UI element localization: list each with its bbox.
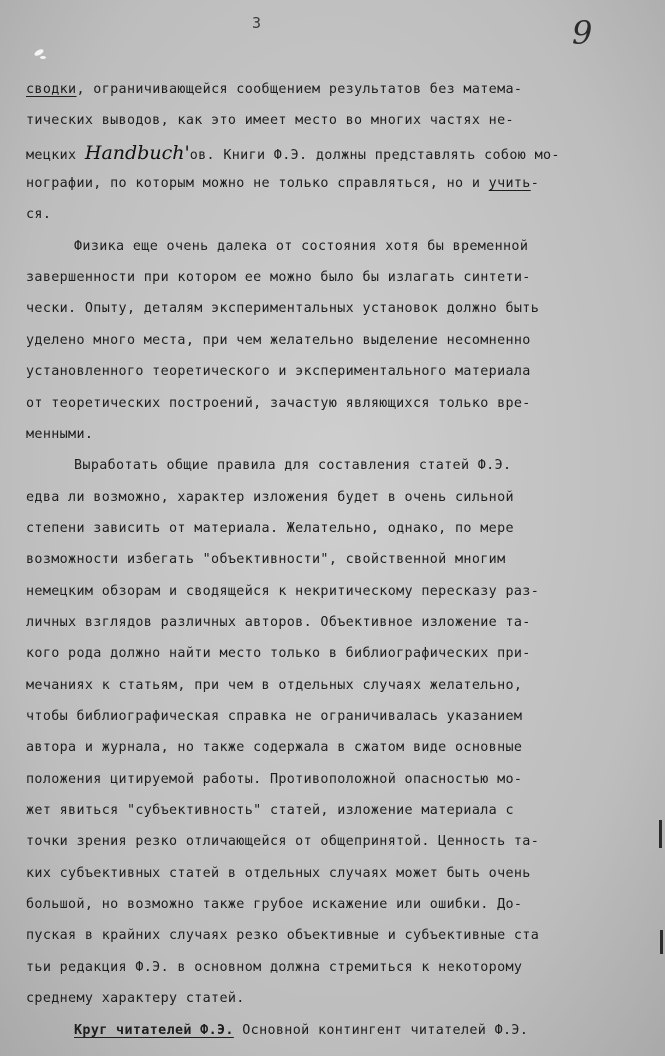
page-edge-mark — [659, 820, 662, 848]
text-segment: тьи редакция Ф.Э. в основном должна стремиться к некоторому — [26, 960, 523, 975]
text-segment: положения цитируемой работы. Противоположной опасностью мо- — [26, 772, 523, 787]
text-line — [26, 734, 522, 762]
text-segment: - — [530, 176, 540, 191]
text-line — [26, 578, 539, 606]
text-segment: возможности избегать "объективности", свойственной многим — [26, 552, 506, 567]
text-line — [26, 327, 531, 355]
text-line — [26, 703, 522, 731]
text-line — [26, 170, 539, 198]
text-line — [74, 1017, 528, 1045]
text-line — [26, 358, 531, 386]
text-segment: Основной контингент читателей Ф.Э. — [233, 1023, 529, 1038]
text-segment: среднему характеру статей. — [26, 991, 245, 1006]
text-segment: ов. Книги Ф.Э. должны представлять собою мо- — [189, 148, 560, 163]
text-segment: большой, но возможно также грубое искажение или ошибки. До- — [26, 897, 523, 912]
text-segment: пуская в крайних случаях резко объективные и субъективные ста — [26, 928, 540, 943]
text-segment: кого рода должно найти место только в библиографических при- — [26, 646, 531, 661]
text-segment: мецких — [26, 148, 85, 163]
text-line — [26, 546, 505, 574]
text-segment: чтобы библиографическая справка не ограничивалась указанием — [26, 709, 523, 724]
text-line — [74, 452, 511, 480]
text-segment: точки зрения резко отличающейся от общепринятой. Ценность та- — [26, 834, 540, 849]
underlined-text: Круг читателей Ф.Э. — [74, 1023, 234, 1038]
text-segment: едва ли возможно, характер изложения будет в очень сильной — [26, 490, 514, 505]
archive-folio-number: 9 — [572, 14, 593, 52]
text-segment: завершенности при котором ее можно было бы излагать синтети- — [26, 270, 531, 285]
text-segment: Выработать общие правила для составления статей Ф.Э. — [74, 458, 512, 473]
text-line — [26, 484, 514, 512]
text-segment: степени зависить от материала. Желательно, однако, по мере — [26, 521, 514, 536]
text-segment: автора и журнала, но также содержала в сжатом виде основные — [26, 740, 523, 755]
text-segment: менными. — [26, 427, 94, 442]
text-line — [26, 672, 522, 700]
text-line — [26, 295, 539, 323]
text-segment: нографии, по которым можно не только справляться, но и — [26, 176, 489, 191]
text-line — [26, 640, 531, 668]
text-segment: чески. Опыту, деталям экспериментальных установок должно быть — [26, 301, 540, 316]
text-segment: личных взглядов различных авторов. Объективное изложение та- — [26, 615, 531, 630]
text-line — [26, 139, 560, 167]
text-line — [26, 860, 531, 888]
text-segment: Физика еще очень далека от состояния хотя бы временной — [74, 239, 529, 254]
handwritten-insertion: Handbuch' — [84, 142, 190, 164]
scan-speck — [40, 56, 46, 59]
text-line — [26, 390, 531, 418]
text-line — [26, 891, 522, 919]
underlined-text: сводки — [26, 82, 77, 97]
text-line — [26, 201, 51, 229]
text-line — [26, 107, 514, 135]
text-line — [26, 264, 531, 292]
text-segment: немецким обзорам и сводящейся к некритическому пересказу раз- — [26, 584, 540, 599]
text-segment: , ограничивающейся сообщением результатов без матема- — [76, 82, 523, 97]
text-segment: ся. — [26, 207, 52, 222]
text-line — [26, 797, 514, 825]
page-number: 3 — [252, 14, 262, 32]
text-segment: ких субъективных статей в отдельных случаях может быть очень — [26, 866, 531, 881]
text-segment: жет явиться "субъективность" статей, изложение материала с — [26, 803, 514, 818]
text-segment: мечаниях к статьям, при чем в отдельных случаях желательно, — [26, 678, 523, 693]
text-line — [26, 985, 245, 1013]
text-segment: установленного теоретического и экспериментального материала — [26, 364, 531, 379]
text-line — [26, 828, 539, 856]
text-segment: уделено много места, при чем желательно выделение несомненно — [26, 333, 531, 348]
text-line — [26, 922, 539, 950]
text-line — [74, 233, 528, 261]
text-line — [26, 76, 522, 104]
text-segment: от теоретических построений, зачастую являющихся только вре- — [26, 396, 531, 411]
text-line — [26, 609, 531, 637]
text-segment: тических выводов, как это имеет место во многих частях не- — [26, 113, 514, 128]
underlined-text: учить — [488, 176, 531, 191]
text-line — [26, 954, 522, 982]
text-line — [26, 515, 514, 543]
text-line — [26, 766, 522, 794]
page-edge-mark — [660, 930, 663, 954]
text-line — [26, 421, 93, 449]
